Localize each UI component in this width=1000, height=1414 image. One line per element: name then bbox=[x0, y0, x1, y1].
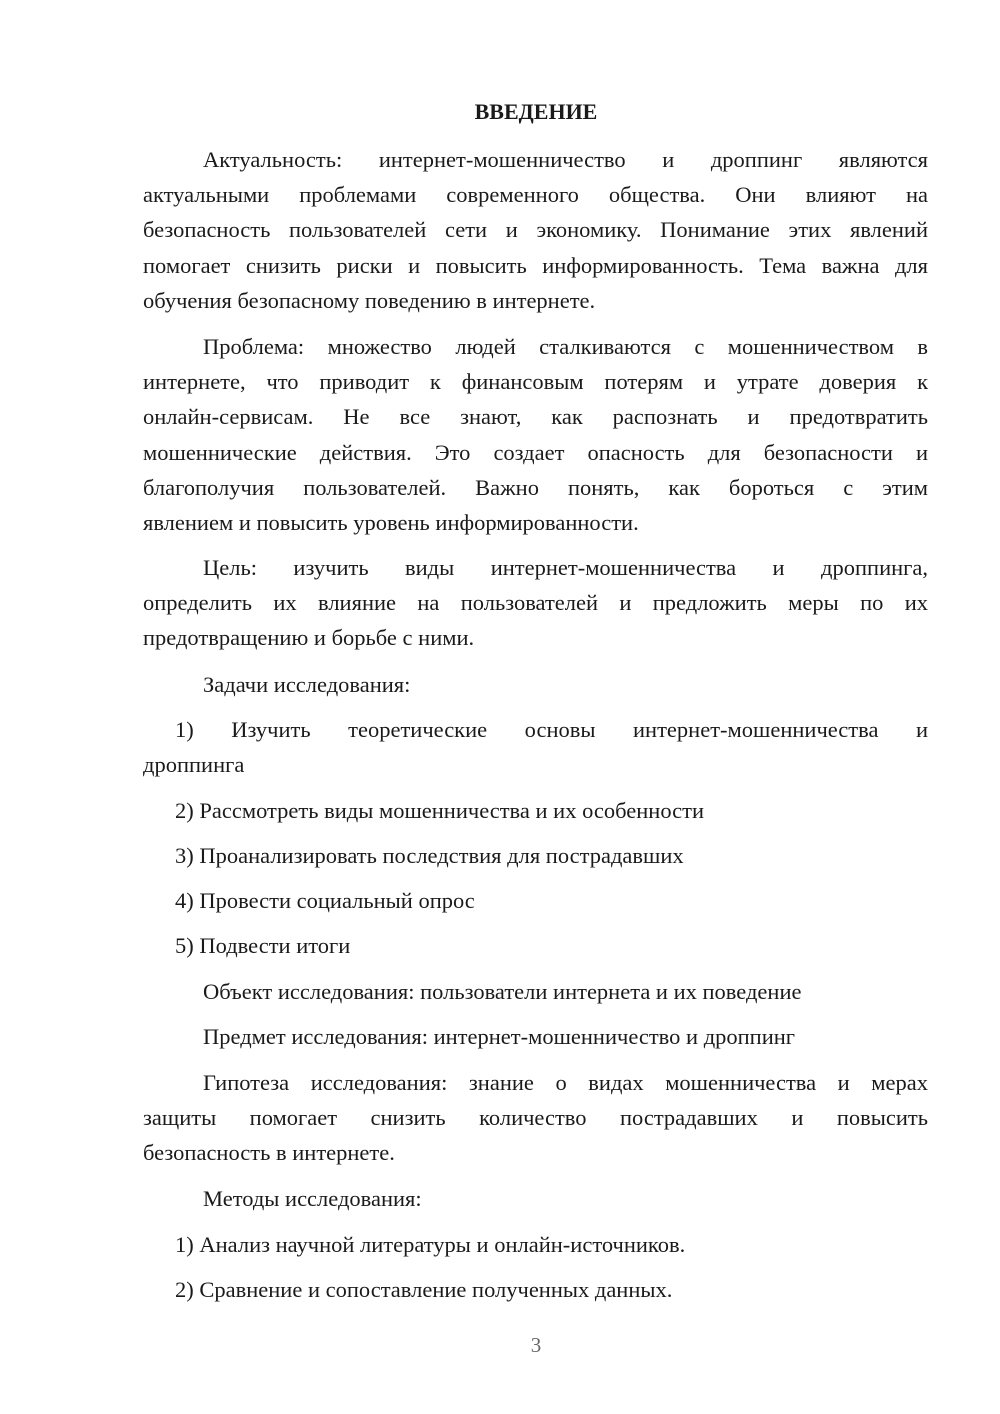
research-subject: Предмет исследования: интернет-мошенничество и дроппинг bbox=[203, 1024, 796, 1049]
paragraph-line: помогает снизить риски и повысить информированность. Тема важна для bbox=[143, 252, 928, 278]
task-item-2: 2) Рассмотреть виды мошенничества и их особенности bbox=[175, 798, 705, 823]
task-item-3: 3) Проанализировать последствия для пострадавших bbox=[175, 843, 684, 868]
problem-paragraph bbox=[143, 329, 928, 540]
methods-heading: Методы исследования: bbox=[203, 1186, 422, 1211]
paragraph-line: Актуальность: интернет-мошенничество и дроппинг являются bbox=[203, 147, 928, 172]
paragraph-line: мошеннические действия. Это создает опасность для безопасности и bbox=[143, 439, 928, 465]
task-item-4: 4) Провести социальный опрос bbox=[175, 888, 475, 913]
paragraph-line: интернете, что приводит к финансовым потерям и утрате доверия к bbox=[143, 369, 928, 395]
task-item-5: 5) Подвести итоги bbox=[175, 933, 351, 958]
paragraph-line: безопасность в интернете. bbox=[143, 1140, 395, 1166]
paragraph-line: предотвращению и борьбе с ними. bbox=[143, 625, 475, 651]
paragraph-line: безопасность пользователей сети и экономику. Понимание этих явлений bbox=[143, 217, 928, 243]
paragraph-line: онлайн-сервисам. Не все знают, как распознать и предотвратить bbox=[143, 404, 928, 430]
paragraph-line: определить их влияние на пользователей и предложить меры по их bbox=[143, 590, 928, 616]
list-item-line: 1) Изучить теоретические основы интернет-мошенничества и bbox=[175, 717, 928, 742]
task-item-1 bbox=[143, 712, 928, 782]
goal-paragraph bbox=[143, 550, 928, 656]
paragraph-line: Проблема: множество людей сталкиваются с мошенничеством в bbox=[203, 334, 928, 359]
paragraph-line: явлением и повысить уровень информированности. bbox=[143, 510, 639, 536]
method-item-1: 1) Анализ научной литературы и онлайн-источников. bbox=[175, 1232, 686, 1257]
paragraph-line: благополучия пользователей. Важно понять, как бороться с этим bbox=[143, 474, 928, 500]
paragraph-line: обучения безопасному поведению в интернете. bbox=[143, 287, 596, 313]
tasks-heading: Задачи исследования: bbox=[203, 672, 411, 697]
paragraph-line: Гипотеза исследования: знание о видах мошенничества и мерах bbox=[203, 1070, 928, 1095]
paragraph-line: Цель: изучить виды интернет-мошенничества и дроппинга, bbox=[203, 555, 928, 580]
page-title: ВВЕДЕНИЕ bbox=[474, 99, 598, 124]
paragraph-line: защиты помогает снизить количество пострадавших и повысить bbox=[143, 1105, 928, 1131]
research-object: Объект исследования: пользователи интернета и их поведение bbox=[203, 979, 802, 1004]
hypothesis-paragraph bbox=[143, 1065, 928, 1171]
paragraph-line: актуальными проблемами современного общества. Они влияют на bbox=[143, 182, 928, 208]
list-item-line: дроппинга bbox=[143, 752, 245, 778]
method-item-2: 2) Сравнение и сопоставление полученных данных. bbox=[175, 1277, 673, 1302]
relevance-paragraph bbox=[143, 142, 928, 318]
page-number: 3 bbox=[530, 1333, 542, 1357]
